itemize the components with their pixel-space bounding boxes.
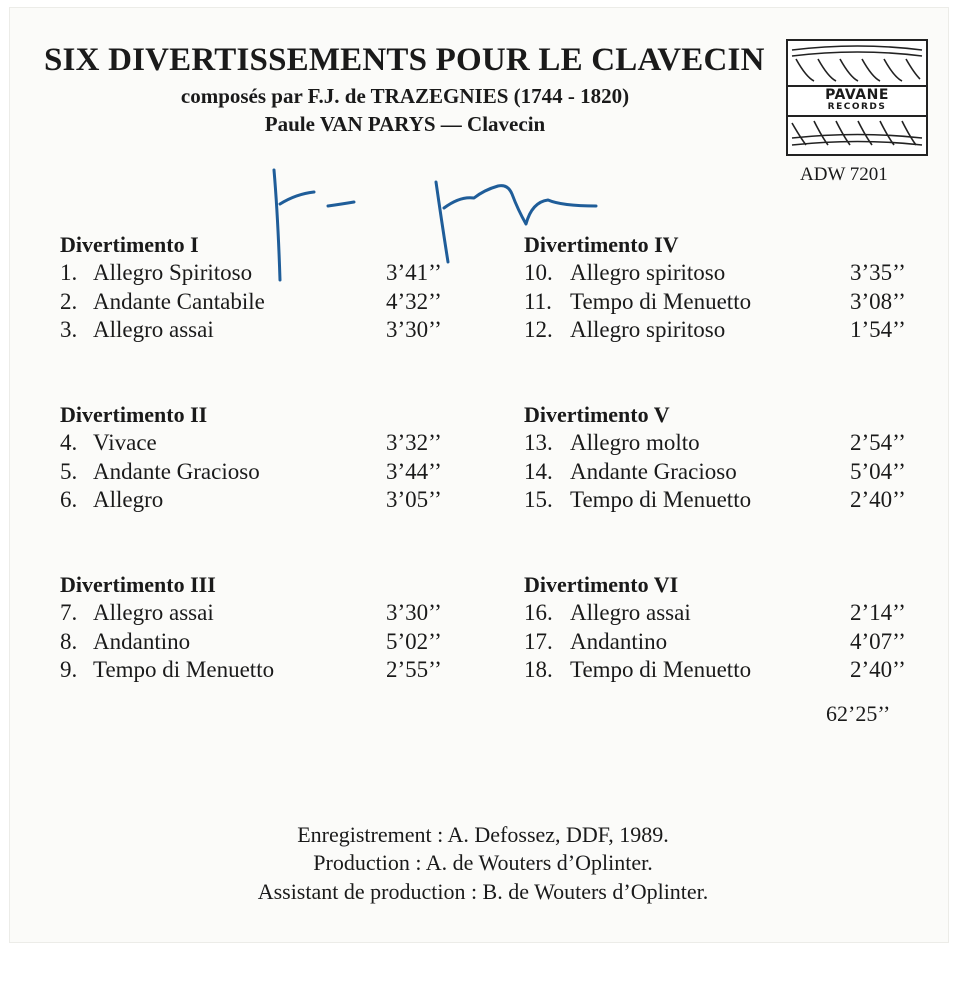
track-number: 1.: [60, 260, 78, 285]
track-number: 4.: [60, 430, 78, 455]
track-name: Tempo di Menuetto: [93, 657, 275, 682]
track-duration: 5’02’’: [386, 628, 442, 654]
track-row: [524, 599, 906, 628]
track-duration: 4’32’’: [386, 288, 442, 314]
group-title: Divertimento III: [60, 572, 216, 597]
track-duration: 4’07’’: [850, 628, 906, 654]
track-duration: 3’35’’: [850, 260, 906, 285]
divertimento-group: [524, 570, 906, 685]
track-duration: 3’30’’: [386, 317, 442, 342]
track-row: [524, 316, 906, 345]
track-duration: 2’55’’: [386, 657, 442, 682]
track-name: Tempo di Menuetto: [570, 288, 752, 314]
track-name: Andante Cantabile: [93, 288, 265, 314]
track-name: Tempo di Menuetto: [570, 487, 752, 512]
track-row: [524, 486, 906, 515]
track-duration: 3’44’’: [386, 458, 442, 484]
performer-line: Paule VAN PARYS — Clavecin: [264, 112, 546, 136]
track-number: 9.: [60, 657, 78, 682]
track-name: Allegro assai: [570, 600, 691, 625]
track-number: 10.: [524, 260, 553, 285]
track-duration: 2’40’’: [850, 487, 906, 512]
group-title: Divertimento II: [60, 402, 208, 427]
track-number: 13.: [524, 430, 553, 455]
track-duration: 3’32’’: [386, 430, 442, 455]
divertimento-group: [60, 230, 442, 345]
track-duration: 5’04’’: [850, 458, 906, 484]
composer-line: composés par F.J. de TRAZEGNIES (1744 - 1820): [180, 84, 630, 108]
track-number: 16.: [524, 600, 553, 625]
track-duration: 2’54’’: [850, 430, 906, 455]
track-duration: 3’30’’: [386, 600, 442, 625]
track-row: [524, 628, 906, 657]
track-name: Andante Gracioso: [570, 458, 737, 484]
track-name: Allegro: [93, 487, 164, 512]
recording-credit: Enregistrement : A. Defossez, DDF, 1989.: [297, 822, 669, 847]
group-title: Divertimento I: [60, 232, 199, 257]
track-number: 14.: [524, 458, 553, 484]
track-duration: 3’08’’: [850, 288, 906, 314]
track-number: 15.: [524, 487, 553, 512]
pavane-records-logo: [786, 39, 928, 156]
track-duration: 2’40’’: [850, 657, 906, 682]
catalog-number: ADW 7201: [800, 164, 888, 185]
track-number: 17.: [524, 628, 553, 654]
track-row: [524, 288, 906, 317]
track-name: Allegro molto: [570, 430, 700, 455]
track-name: Allegro assai: [93, 317, 214, 342]
divertimento-group: [60, 570, 442, 685]
track-row: [60, 429, 442, 458]
track-duration: 2’14’’: [850, 600, 906, 625]
track-duration: 3’41’’: [386, 260, 442, 285]
track-number: 8.: [60, 628, 78, 654]
group-title: Divertimento IV: [524, 232, 679, 257]
track-row: [60, 316, 442, 345]
track-row: [524, 429, 906, 458]
track-number: 3.: [60, 317, 78, 342]
track-name: Allegro spiritoso: [570, 317, 726, 342]
handwritten-signature: [262, 162, 602, 287]
logo-label: RECORDS: [827, 102, 887, 112]
track-number: 18.: [524, 657, 553, 682]
track-name: Tempo di Menuetto: [570, 657, 752, 682]
track-name: Allegro spiritoso: [570, 260, 726, 285]
track-name: Andantino: [93, 628, 191, 654]
track-number: 12.: [524, 317, 553, 342]
track-row: [60, 259, 442, 288]
album-title: SIX DIVERTISSEMENTS POUR LE CLAVECIN: [44, 42, 765, 78]
track-row: [60, 628, 442, 657]
production-credit: Production : A. de Wouters d’Oplinter.: [313, 850, 653, 875]
track-duration: 3’05’’: [386, 487, 442, 512]
group-title: Divertimento VI: [524, 572, 679, 597]
track-number: 6.: [60, 487, 78, 512]
track-number: 7.: [60, 600, 78, 625]
track-row: [524, 656, 906, 685]
track-row: [60, 288, 442, 317]
track-name: Allegro Spiritoso: [93, 260, 253, 285]
track-name: Andantino: [570, 628, 668, 654]
track-name: Allegro assai: [93, 600, 214, 625]
track-number: 11.: [524, 288, 552, 314]
track-row: [60, 486, 442, 515]
total-time: 62’25’’: [826, 701, 891, 726]
group-title: Divertimento V: [524, 402, 670, 427]
track-number: 5.: [60, 458, 78, 484]
logo-wordmark: [788, 85, 926, 117]
track-number: 2.: [60, 288, 78, 314]
track-name: Vivace: [93, 430, 157, 455]
divertimento-group: [524, 400, 906, 515]
logo-name: PAVANE: [825, 87, 889, 103]
divertimento-group: [60, 400, 442, 515]
track-row: [524, 458, 906, 487]
track-row: [60, 458, 442, 487]
track-row: [60, 656, 442, 685]
track-row: [60, 599, 442, 628]
assistant-credit: Assistant de production : B. de Wouters d’Oplinter.: [257, 879, 709, 904]
track-duration: 1’54’’: [850, 317, 906, 342]
track-name: Andante Gracioso: [93, 458, 260, 484]
